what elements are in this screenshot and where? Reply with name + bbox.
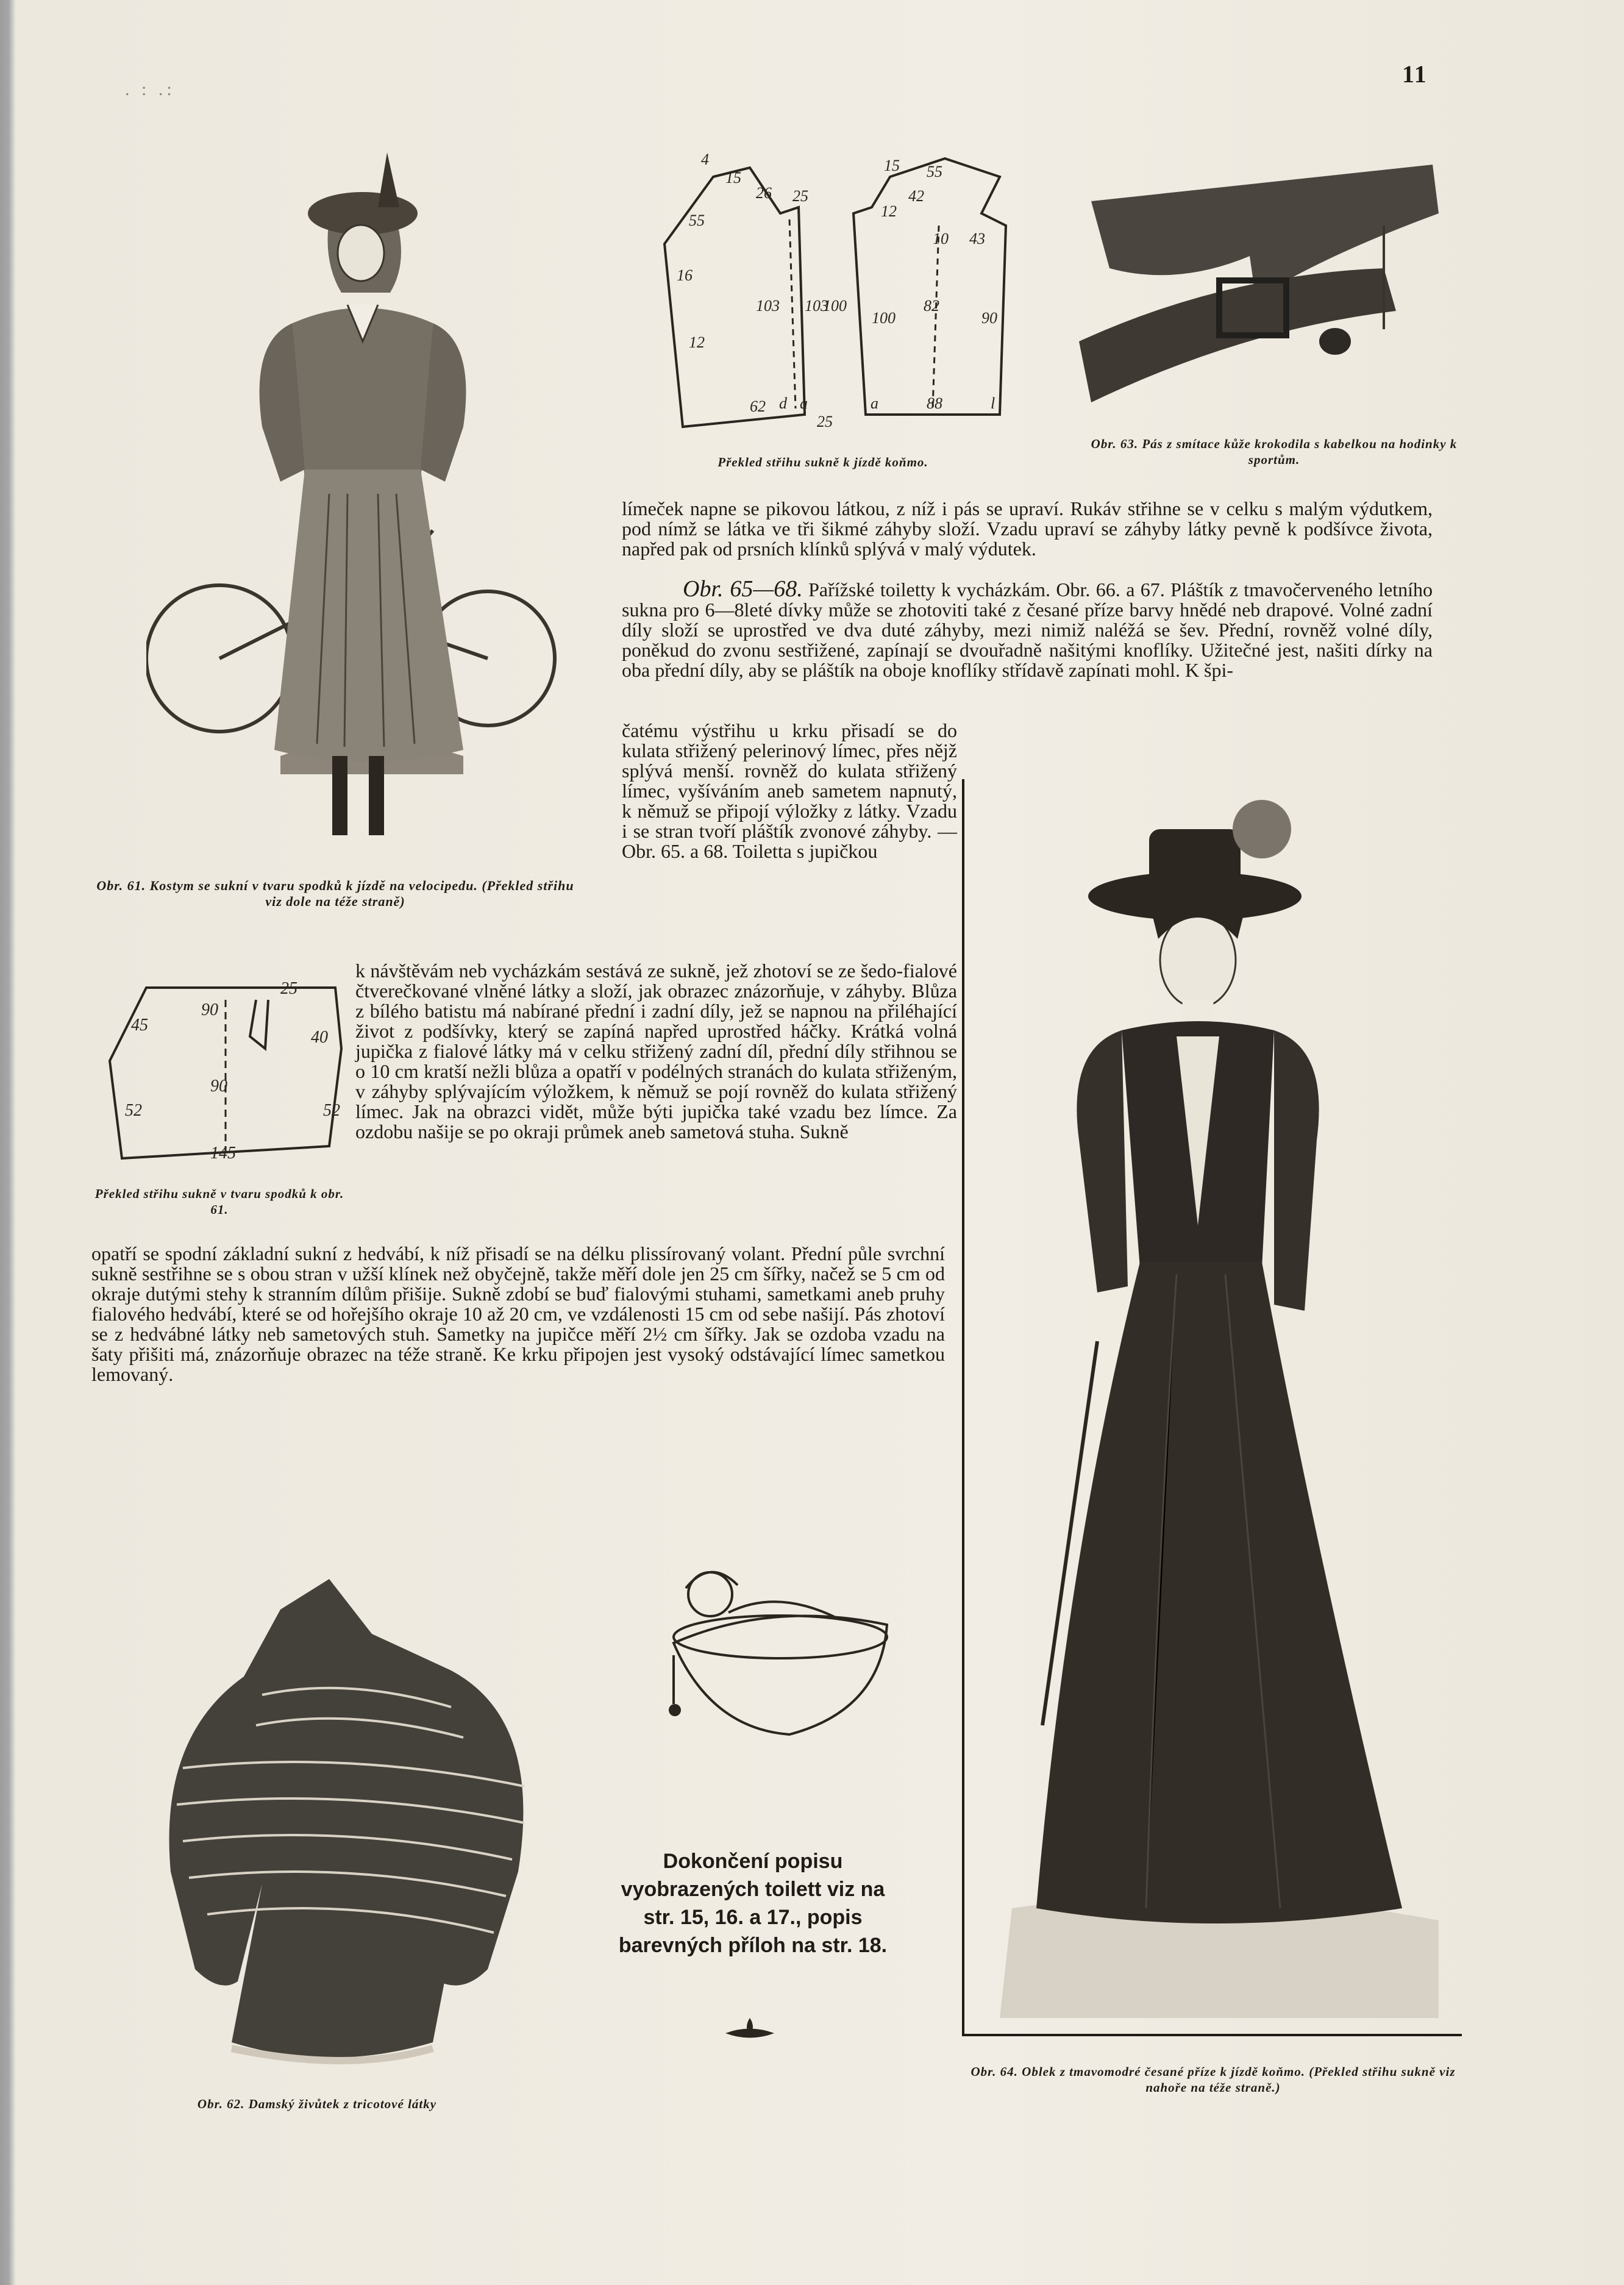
pattern-number: 100 (823, 297, 847, 315)
pattern-number: 15 (884, 157, 900, 174)
pattern-number: 26 (756, 184, 772, 202)
frame-rule-bottom (962, 2034, 1462, 2036)
pattern-number: 52 (125, 1101, 142, 1120)
bodice-caption: Obr. 62. Damský živůtek z tricotové látky (197, 2097, 437, 2111)
belt-caption: Obr. 63. Pás z smítace kůže krokodila s kabelkou na hodinky k sportům. (1091, 437, 1458, 467)
article-para-2-text: Pařížské toiletty k vycházkám. Obr. 66. a 67. Pláštík z tmavočerveného letního sukna pro 6—8leté dívky může se zhotoviti také z česané příze barvy hnědé neb drapové. Volné zadní díly složí se uprostřed ve dva duté záhyby, mezi nimiž naléžá se šev. Přední, rovněž volné díly, poněkud do zvonu sestřižené, zapínají se dvouřadně našitými knoflíky. Užitečné jest, našiti dírky na oba přední díly, aby se pláštík na oboje knoflíky střídavě zapínati mohl. K špi- (622, 579, 1433, 681)
bodice-illustration (146, 1567, 585, 2073)
pattern-number: 103 (756, 297, 780, 315)
pattern-number: 62 (750, 397, 766, 415)
pattern-number: 16 (677, 266, 693, 284)
skirt-pattern-drawing (640, 140, 1036, 433)
corner-mark: . : .: (125, 79, 176, 99)
skirt-pattern-caption: Překled střihu sukně k jízdě koňmo. (718, 455, 928, 469)
pattern-number: 25 (792, 187, 808, 205)
pattern-number: 55 (689, 212, 705, 229)
pattern-number: d (779, 394, 787, 412)
pattern-number: 45 (131, 1016, 148, 1035)
cycling-costume-illustration (146, 140, 585, 866)
floral-ornament-icon (719, 2012, 780, 2048)
trousers-pattern-caption: Překled střihu sukně v tvaru spodků k obr. 61. (94, 1186, 344, 1217)
pattern-number: 42 (908, 187, 924, 205)
pattern-number: 82 (924, 297, 939, 315)
continuation-notice: Dokončení popisu vyobrazených toilett viz na str. 15, 16. a 17., popis barevných příloh na str. 18. (618, 1850, 888, 1957)
pattern-number: 12 (689, 333, 705, 351)
cycling-woman-figure (146, 140, 585, 866)
cycling-costume-caption: Obr. 61. Kostym se sukní v tvaru spodků k jízdě na velocipedu. (Překled střihu viz dole na téže straně) (96, 878, 574, 909)
pattern-number: 90 (201, 1000, 218, 1019)
trousers-pattern-diagram (98, 963, 360, 1183)
riding-outfit-illustration (975, 762, 1451, 2030)
article-para-5: opatří se spodní základní sukní z hedvábí, k níž přisadí se na délku plissírovaný volant. Přední půle svrchní sukně sestřihne se s obou stran v užší klínek než obyčejně, takže měří dole jen 25 cm šířky, načež se 5 cm od okraje dutými stehy k stranním dílům přišije. Sukně zdobí se buď fialovými stuhami, sametkami aneb pruhy fialového hedvábí, které se od hořejšího okraje 10 až 20 cm, ve vzdálenosti 15 cm od sebe našijí. Pás zhotoví se z hedvábné látky neb sametových stuh. Sametky na jupičce měří 2½ cm šířky. Jak se ozdoba vzadu na šaty přišiti má, znázorňuje obrazec na téže straně. Ke krku připojen jest vysoký odstávající límec sametkou lemovaný. (91, 1242, 945, 1385)
knit-bodice-drawing (146, 1567, 585, 2073)
pattern-number: 12 (881, 202, 897, 220)
pattern-number: 90 (210, 1077, 227, 1096)
pattern-number: 40 (311, 1028, 328, 1047)
article-para-3: čatému výstřihu u krku přisadí se do kulata střižený pelerinový límec, přes nějž splývá menší. rovněž do kulata střižený límec, vyšíváním aneb sametem napnutý, k němuž se připojí výložky z látky. Vzadu i se stran tvoří pláštík zvonové záhyby. — Obr. 65. a 68. Toiletta s jupičkou (622, 719, 957, 862)
pattern-number: l (991, 394, 995, 412)
pattern-number: 145 (210, 1144, 236, 1163)
skirt-pattern-diagram (640, 140, 1036, 433)
child-in-bowl-vignette (637, 1552, 905, 1753)
belt-illustration (1067, 146, 1463, 421)
pattern-number: a (800, 394, 808, 412)
page-number: 11 (1402, 60, 1428, 88)
figure-reference: Obr. 65—68. (683, 576, 803, 602)
pattern-number: 55 (927, 163, 942, 180)
pattern-number: 103 (805, 297, 828, 315)
pattern-number: 25 (817, 413, 833, 430)
article-para-2 (622, 576, 1433, 681)
article-para-1: límeček napne se pikovou látkou, z níž i pás se upraví. Rukáv střihne se v celku s malým výdutkem, pod nímž se látka ve tři šikmé záhyby složí. Vzadu upraví se záhyby látky pevně k podšívce života, napřed pak od prsních klínků splývá v malý výdutek. (622, 497, 1433, 560)
pattern-number: 52 (323, 1101, 340, 1120)
riding-outfit-caption: Obr. 64. Oblek z tmavomodré česané příze k jízdě koňmo. (Překled střihu sukně viz nahoře na téže straně.) (970, 2064, 1456, 2095)
child-bowl-drawing (637, 1552, 905, 1753)
pattern-number: 15 (725, 169, 741, 187)
article-para-4: k návštěvám neb vycházkám sestává ze sukně, jež zhotoví se ze šedo-fialové čtverečkované vlněné látky a složí, jak obrazec znázorňuje, v záhyby. Blůza z bílého batistu má nabírané přední i zadní díly, jež se napnou na přiléhající život z podšívky, který se zapíná napřed uprostřed háčky. Krátká volná jupička z fialové látky má v celku střižený zadní díl, přední díly střihnou se o 10 cm kratší nežli blůza a opatří v podélných stranách do kulata střiženým, v záhyby splývajícím výložkem, k němuž se pojí rovněž do kulata střižený límec. Jak na obrazci vidět, může býti jupička také vzadu bez límce. Za ozdobu našije se po okraji průmek aneb sametová stuha. Sukně (355, 960, 957, 1142)
pattern-number: 10 (933, 230, 949, 248)
frame-rule-left (962, 779, 964, 2035)
pattern-number: 25 (280, 979, 297, 998)
trousers-pattern-drawing (98, 963, 360, 1183)
crocodile-belt-drawing (1067, 146, 1463, 421)
ornament-vignette (719, 2012, 780, 2048)
pattern-number: 88 (927, 394, 942, 412)
pattern-number: a (871, 394, 878, 412)
pattern-number: 90 (981, 309, 997, 327)
pattern-number: 4 (701, 151, 709, 168)
pattern-number: 43 (969, 230, 985, 248)
pattern-number: 100 (872, 309, 896, 327)
riding-woman-figure (975, 762, 1451, 2030)
